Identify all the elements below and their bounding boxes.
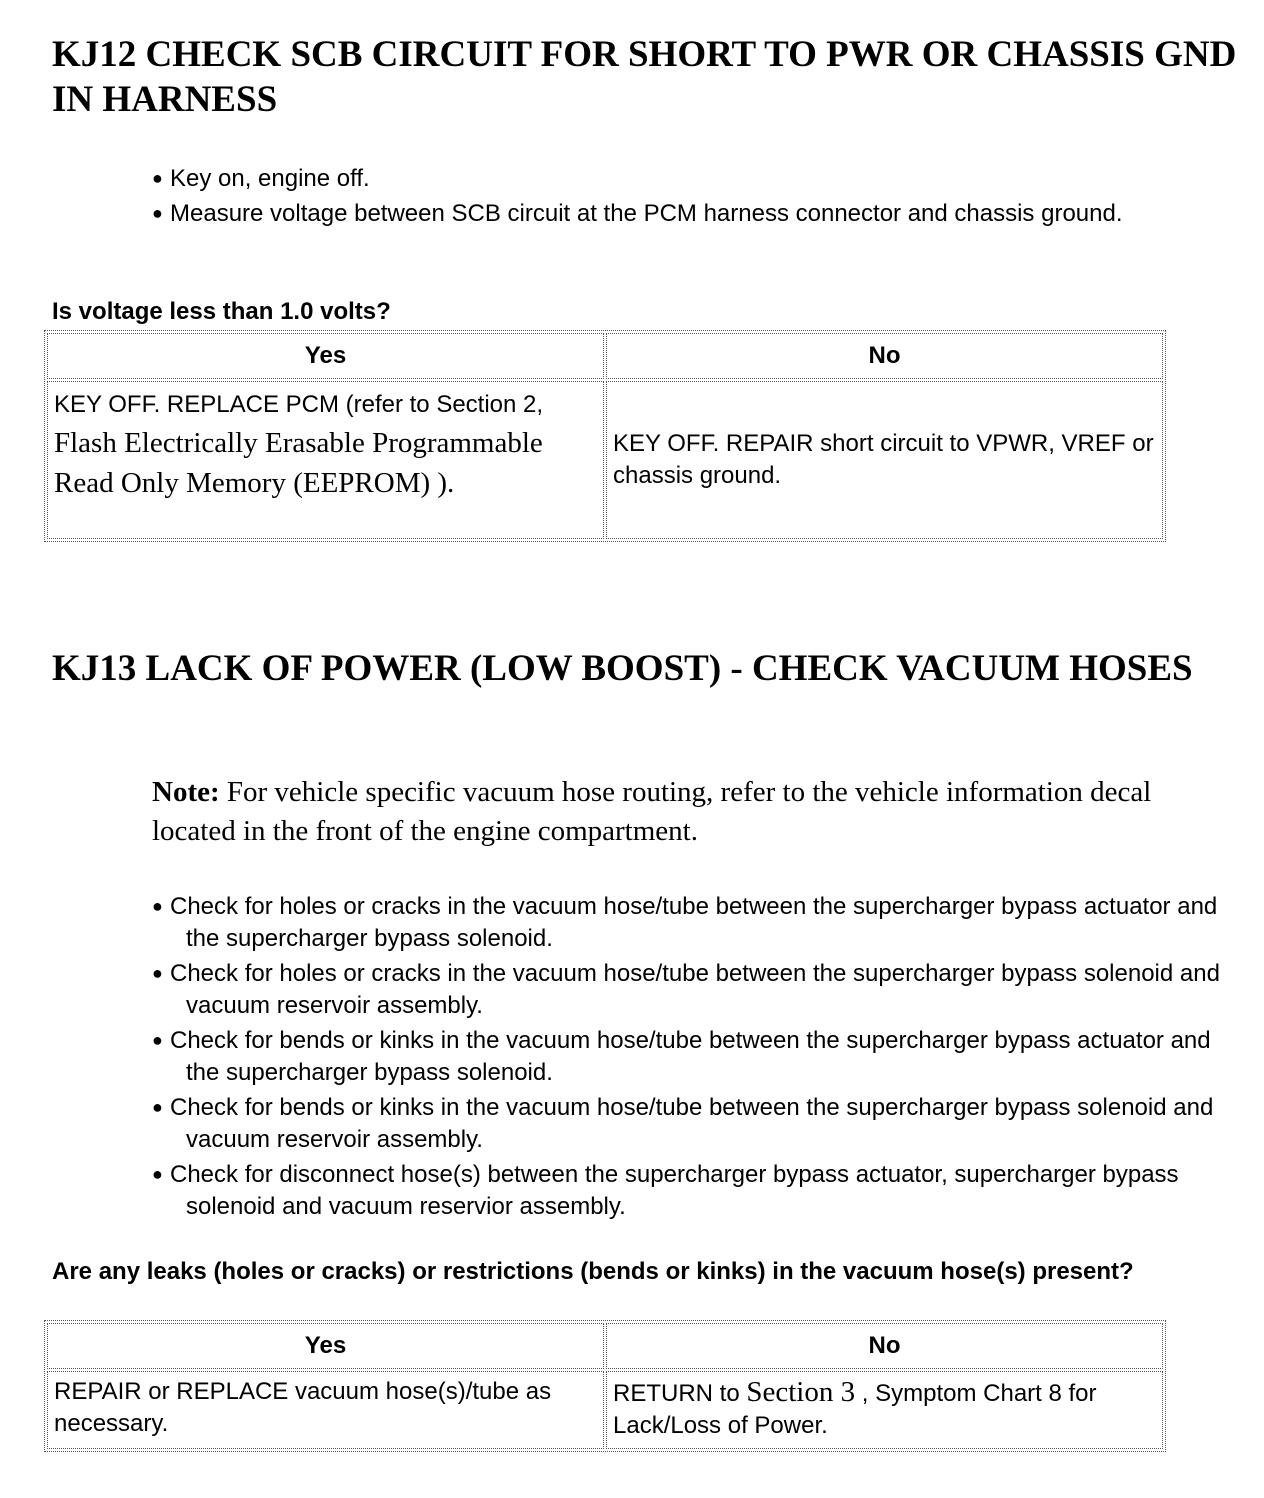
step-text: Check for bends or kinks in the vacuum hose/tube between the supercharger bypass actuator and the supercharger bypass solenoid.	[170, 1027, 1211, 1086]
no-cell	[606, 1371, 1163, 1449]
yes-header: Yes	[47, 1323, 604, 1369]
yes-header: Yes	[47, 333, 604, 379]
list-item	[136, 890, 1246, 955]
step-text: Check for holes or cracks in the vacuum hose/tube between the supercharger bypass actuator and the supercharger bypass solenoid.	[170, 893, 1218, 952]
kj12-step-list	[136, 162, 1246, 232]
bullet-icon: ●	[152, 203, 163, 223]
kj13-title: KJ13 LACK OF POWER (LOW BOOST) - CHECK VACUUM HOSES	[52, 648, 1193, 689]
no-header: No	[606, 1323, 1163, 1369]
list-item	[136, 1024, 1246, 1089]
bullet-icon: ●	[152, 963, 163, 983]
list-item	[136, 162, 1246, 195]
yes-text-link[interactable]: Flash Electrically Erasable Programmable Read Only Memory (EEPROM) ).	[54, 427, 543, 499]
bullet-icon: ●	[152, 896, 163, 916]
bullet-icon: ●	[152, 1030, 163, 1050]
note-text: For vehicle specific vacuum hose routing, refer to the vehicle information decal located in the front of the engine compartment.	[152, 776, 1152, 847]
kj13-note	[152, 773, 1232, 851]
list-item	[136, 197, 1246, 230]
list-item	[136, 1158, 1246, 1223]
yes-cell: REPAIR or REPLACE vacuum hose(s)/tube as necessary.	[47, 1371, 604, 1449]
step-text: Check for bends or kinks in the vacuum hose/tube between the supercharger bypass solenoid and vacuum reservoir assembly.	[170, 1094, 1214, 1153]
kj13-step-list	[136, 890, 1246, 1225]
step-text: Key on, engine off.	[170, 165, 370, 192]
kj12-answer-table	[44, 330, 1166, 542]
yes-cell	[47, 381, 604, 539]
no-text-c: , Symptom Chart 8 for Lack/Loss of Power.	[613, 1380, 1097, 1439]
no-header: No	[606, 333, 1163, 379]
no-text-a: RETURN to	[613, 1380, 740, 1407]
bullet-icon: ●	[152, 1164, 163, 1184]
list-item	[136, 1091, 1246, 1156]
bullet-icon: ●	[152, 168, 163, 188]
bullet-icon: ●	[152, 1097, 163, 1117]
section-link[interactable]: Section 3	[746, 1376, 856, 1408]
step-text: Measure voltage between SCB circuit at the PCM harness connector and chassis ground.	[170, 200, 1123, 227]
step-text: Check for disconnect hose(s) between the supercharger bypass actuator, supercharger bypass solenoid and vacuum reservior assembly.	[170, 1161, 1179, 1220]
yes-text-a: KEY OFF. REPLACE PCM (refer to Section 2,	[54, 391, 544, 418]
note-label: Note:	[152, 776, 220, 808]
step-text: Check for holes or cracks in the vacuum hose/tube between the supercharger bypass solenoid and vacuum reservoir assembly.	[170, 960, 1220, 1019]
kj12-title: KJ12 CHECK SCB CIRCUIT FOR SHORT TO PWR OR CHASSIS GND IN HARNESS	[52, 34, 1237, 120]
no-cell: KEY OFF. REPAIR short circuit to VPWR, VREF or chassis ground.	[606, 381, 1163, 539]
list-item	[136, 957, 1246, 1022]
kj12-question: Is voltage less than 1.0 volts?	[52, 298, 391, 325]
kj13-question: Are any leaks (holes or cracks) or restrictions (bends or kinks) in the vacuum hose(s) present?	[52, 1258, 1134, 1285]
kj13-answer-table	[44, 1320, 1166, 1452]
